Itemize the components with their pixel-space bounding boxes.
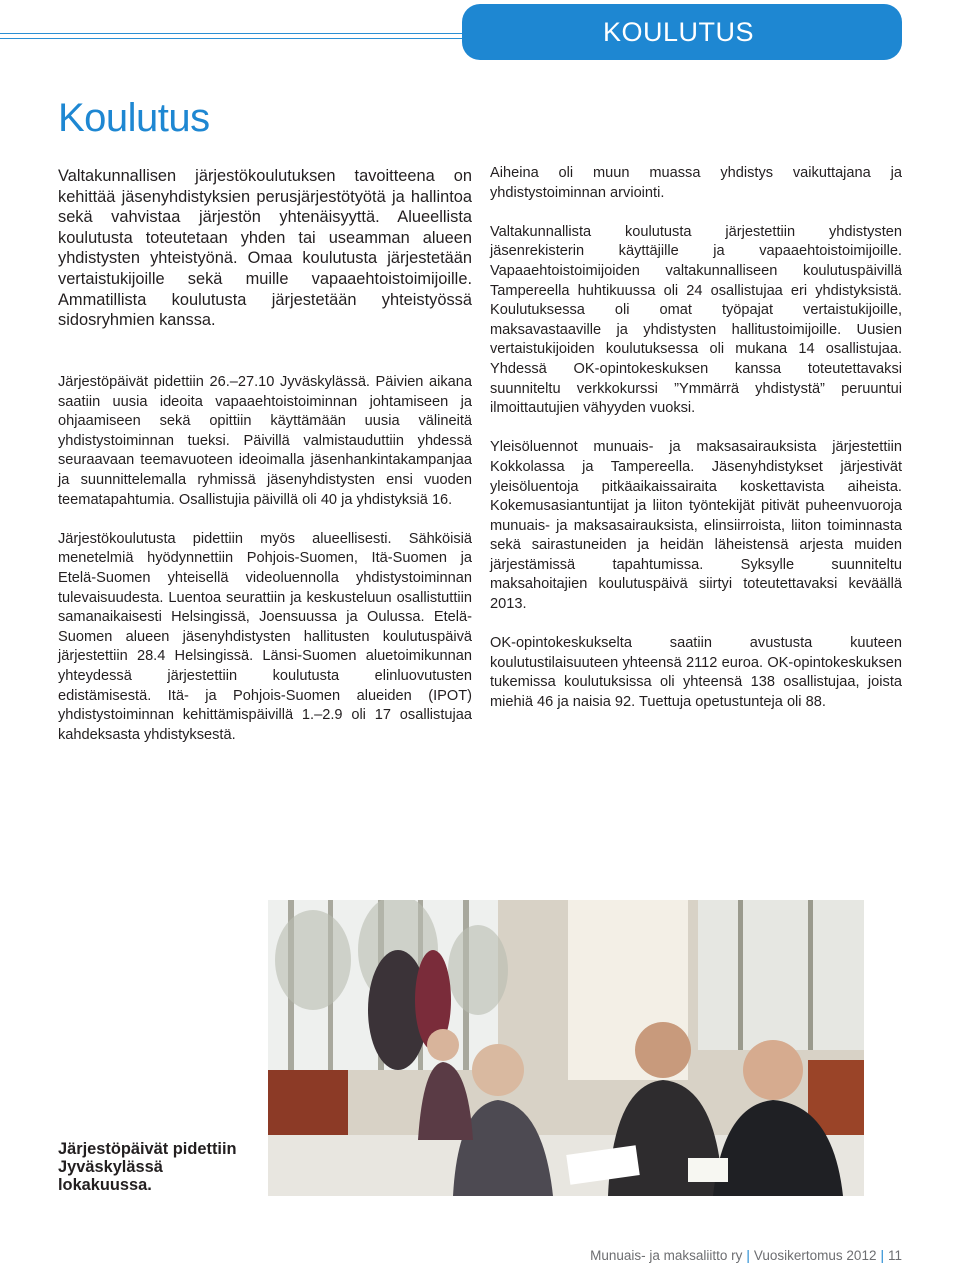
photo-caption: Järjestöpäivät pidettiin Jyväskylässä lokakuussa. [58, 1140, 237, 1194]
right-paragraph-2: Valtakunnallista koulutusta järjestettiin yhdistysten jäsenrekisterin käyttäjille ja vapaaehtoistoimijoille. Vapaaehtoistoimijoiden valtakunnalliseen koulutuspäivillä Tampereella huhtikuussa oli 24 osallistujaa eri yhdistyksistä. Koulutuksessa oli omat työpajat vertaistukijoille, maksavastaaville ja yhdistysten hallitustoimijoille. Uusien vertaistukijoiden koulutuksessa oli mukana 14 osallistujaa. Yhdessä OK-opintokeskuksen kanssa toteutettavaksi suunniteltu verkkokurssi ”Ymmärrä yhdistystä” peruuntui ilmoittautujien vähyyden vuoksi. [490, 223, 902, 417]
right-paragraph-3: Yleisöluennot munuais- ja maksasairauksista järjestettiin Kokkolassa ja Tampereella. Jäsenyhdistykset järjestivät yleisöluentoja pitkäaikaissairaita koskettavista aiheista. Kokemusasiantuntijat ja liiton työntekijät pitivät puheenvuoroja munuais- ja maksasairauksista, elinsiirroista, liiton toiminnasta sekä sairastuneiden ja heidän läheistensä arjesta muiden järjestämissä tapahtumissa. Syksylle suunniteltu maksahoitajien koulutuspäivä siirtyi toteutettavaksi keväällä 2013. [490, 439, 902, 613]
right-paragraph-4: OK-opintokeskukselta saatiin avustusta kuuteen koulutustilaisuuteen yhteensä 2112 euroa. OK-opintokeskuksen tukemissa koulutuksissa oli yhteensä 138 osallistujaa, joista miehiä 46 ja naisia 92. Tuettuja opetustunteja oli 88. [490, 635, 902, 711]
left-paragraph-2: Järjestökoulutusta pidettiin myös alueellisesti. Sähköisiä menetelmiä hyödynnettiin Pohjois-Suomen, Itä-Suomen ja Etelä-Suomen yhteisellä videoluennolla yhdistystoiminnan tulevaisuudesta. Luentoa seurattiin ja keskusteluun osallistuttiin samanaikaisesti Helsingissä, Joensuussa ja Oulussa. Etelä-Suomen alueen jäsenyhdistysten hallitusten koulutuspäivä järjestettiin 28.4 Helsingissä. Länsi-Suomen aluetoimikunnan yhteydessä järjestettiin koulutusta elinluovutusten edistämisestä. Itä- ja Pohjois-Suomen alueiden (IPOT) yhdistystoiminnan kehittämispäivillä 1.–2.9 oli 17 osallistujaa kahdeksasta yhdistyksestä. [58, 530, 472, 743]
right-paragraph-1: Aiheina oli muun muassa yhdistys vaikuttajana ja yhdistystoiminnan arviointi. [490, 165, 902, 201]
page-number: 11 [887, 1248, 902, 1263]
lead-paragraph: Valtakunnallisen järjestökoulutuksen tavoitteena on kehittää jäsenyhdistyksien perusjärjestötyötä ja hallintoa sekä vahvistaa järjestön yhtenäisyyttä. Alueellista koulutusta toteutetaan yhden tai useamman alueen yhdistysten yhteistyönä. Omaa koulutusta järjestetään vertaistukijoille sekä muille vapaaehtoistoimijoille. Ammatillista koulutusta järjestetään yhteistyössä sidosryhmien kanssa. [58, 167, 472, 330]
event-photo [268, 900, 864, 1196]
footer-publication: Munuais- ja maksaliitto ry [590, 1248, 743, 1263]
section-tab [462, 4, 902, 60]
header-rule [0, 33, 470, 34]
page-title: Koulutus [58, 96, 210, 140]
footer: Munuais- ja maksaliitto ry | Vuosikertomus 2012 | 11 [590, 1248, 902, 1263]
left-paragraph-1: Järjestöpäivät pidettiin 26.–27.10 Jyväskylässä. Päivien aikana saatiin uusia ideoita vapaaehtoistoiminnan johtamiseen ja ohjaamiseen sekä opittiin käyttämään uusia välineitä yhdistystoiminnan tueksi. Päivillä valmistauduttiin yhdessä seuraavaan teemavuoteen ideoimalla jäsenhankintakampanjaa ja suunnittelemalla ryhmissä jäsenyhdistysten ensi vuoden teematapahtumia. Osallistujia päivillä oli 40 ja yhdistyksiä 16. [58, 374, 472, 508]
footer-report: Vuosikertomus 2012 [753, 1248, 877, 1263]
section-tab-label: KOULUTUS [602, 16, 754, 47]
header-rule-secondary [0, 38, 470, 39]
left-column [58, 373, 472, 765]
right-column [490, 164, 902, 732]
